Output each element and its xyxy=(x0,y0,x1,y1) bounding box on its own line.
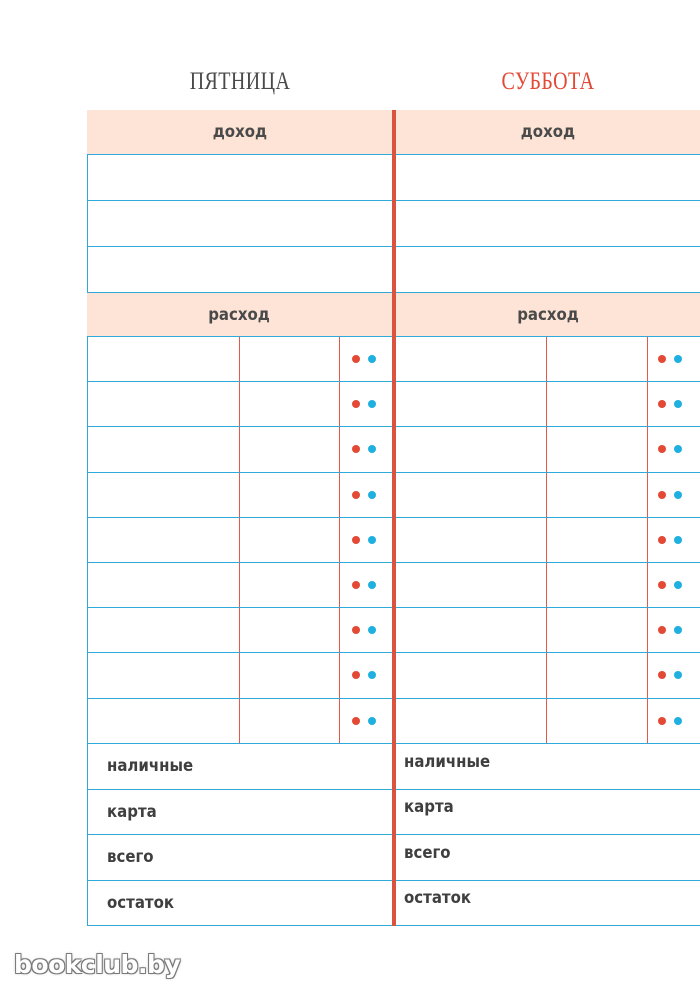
cash-dot-icon[interactable] xyxy=(658,491,666,499)
friday-table xyxy=(87,110,392,926)
cash-dot-icon[interactable] xyxy=(658,626,666,634)
income-row[interactable] xyxy=(87,155,392,201)
column-divider xyxy=(239,653,240,697)
expense-row[interactable] xyxy=(87,563,392,608)
column-divider xyxy=(647,518,648,562)
expense-row[interactable] xyxy=(87,337,392,382)
day-title-friday: ПЯТНИЦА xyxy=(189,68,291,95)
expense-header-label: расход xyxy=(517,304,579,325)
summary-row-2[interactable] xyxy=(87,835,392,881)
card-dot-icon[interactable] xyxy=(674,626,682,634)
column-divider xyxy=(339,337,340,381)
payment-type-dots[interactable] xyxy=(658,518,682,562)
column-divider xyxy=(339,563,340,607)
payment-type-dots[interactable] xyxy=(352,608,376,652)
summary-label: всего xyxy=(404,842,451,863)
cash-dot-icon[interactable] xyxy=(352,400,360,408)
column-divider xyxy=(647,382,648,426)
column-divider xyxy=(546,563,547,607)
income-header xyxy=(396,110,700,155)
day-title-saturday: СУББОТА xyxy=(501,68,595,95)
expense-row[interactable] xyxy=(396,563,700,608)
payment-type-dots[interactable] xyxy=(352,382,376,426)
expense-row[interactable] xyxy=(87,518,392,563)
cash-dot-icon[interactable] xyxy=(352,626,360,634)
summary-label: карта xyxy=(107,801,157,822)
payment-type-dots[interactable] xyxy=(658,337,682,381)
payment-type-dots[interactable] xyxy=(658,427,682,471)
summary-label: остаток xyxy=(107,892,175,913)
card-dot-icon[interactable] xyxy=(368,355,376,363)
cash-dot-icon[interactable] xyxy=(658,400,666,408)
cash-dot-icon[interactable] xyxy=(658,717,666,725)
cash-dot-icon[interactable] xyxy=(352,445,360,453)
column-divider xyxy=(546,518,547,562)
summary-row-3[interactable] xyxy=(87,881,392,927)
summary-label: наличные xyxy=(404,751,491,772)
cash-dot-icon[interactable] xyxy=(352,536,360,544)
card-dot-icon[interactable] xyxy=(674,445,682,453)
expense-row[interactable] xyxy=(87,653,392,698)
cash-dot-icon[interactable] xyxy=(352,671,360,679)
income-row[interactable] xyxy=(87,247,392,293)
column-divider xyxy=(647,337,648,381)
column-divider xyxy=(647,563,648,607)
cash-dot-icon[interactable] xyxy=(352,491,360,499)
expense-row[interactable] xyxy=(396,653,700,698)
cash-dot-icon[interactable] xyxy=(658,581,666,589)
column-divider xyxy=(546,382,547,426)
cash-dot-icon[interactable] xyxy=(658,445,666,453)
income-row[interactable] xyxy=(396,155,700,201)
expense-row[interactable] xyxy=(396,382,700,427)
card-dot-icon[interactable] xyxy=(674,355,682,363)
payment-type-dots[interactable] xyxy=(352,473,376,517)
summary-row-0[interactable] xyxy=(87,744,392,790)
card-dot-icon[interactable] xyxy=(368,400,376,408)
column-divider xyxy=(339,382,340,426)
expense-header xyxy=(87,293,392,337)
column-divider xyxy=(546,427,547,471)
expense-row[interactable] xyxy=(87,699,392,744)
card-dot-icon[interactable] xyxy=(674,717,682,725)
expense-row[interactable] xyxy=(87,473,392,518)
card-dot-icon[interactable] xyxy=(368,536,376,544)
payment-type-dots[interactable] xyxy=(352,427,376,471)
column-divider xyxy=(339,473,340,517)
column-divider xyxy=(239,427,240,471)
card-dot-icon[interactable] xyxy=(674,536,682,544)
payment-type-dots[interactable] xyxy=(658,653,682,697)
summary-label: карта xyxy=(404,797,454,818)
income-header-label: доход xyxy=(212,122,267,142)
column-divider xyxy=(339,518,340,562)
summary-row-3[interactable] xyxy=(396,881,700,927)
card-dot-icon[interactable] xyxy=(674,671,682,679)
card-dot-icon[interactable] xyxy=(674,400,682,408)
column-divider xyxy=(546,699,547,743)
expense-row[interactable] xyxy=(396,473,700,518)
page-spine-divider xyxy=(392,110,396,926)
expense-row[interactable] xyxy=(87,608,392,653)
payment-type-dots[interactable] xyxy=(658,563,682,607)
expense-header-label: расход xyxy=(208,304,271,325)
expense-header xyxy=(396,293,700,337)
column-divider xyxy=(647,427,648,471)
expense-row[interactable] xyxy=(396,518,700,563)
payment-type-dots[interactable] xyxy=(658,382,682,426)
expense-row[interactable] xyxy=(87,427,392,472)
column-divider xyxy=(546,653,547,697)
card-dot-icon[interactable] xyxy=(368,671,376,679)
income-row[interactable] xyxy=(396,247,700,293)
cash-dot-icon[interactable] xyxy=(352,581,360,589)
summary-label: остаток xyxy=(404,888,472,909)
column-divider xyxy=(239,382,240,426)
payment-type-dots[interactable] xyxy=(352,518,376,562)
column-divider xyxy=(239,563,240,607)
card-dot-icon[interactable] xyxy=(368,581,376,589)
card-dot-icon[interactable] xyxy=(674,491,682,499)
saturday-table xyxy=(396,110,700,926)
card-dot-icon[interactable] xyxy=(368,445,376,453)
card-dot-icon[interactable] xyxy=(368,491,376,499)
card-dot-icon[interactable] xyxy=(674,581,682,589)
column-divider xyxy=(339,653,340,697)
payment-type-dots[interactable] xyxy=(658,473,682,517)
cash-dot-icon[interactable] xyxy=(658,671,666,679)
income-header-label: доход xyxy=(520,122,576,142)
summary-row-1[interactable] xyxy=(87,790,392,836)
watermark-logo: bookclub.by xyxy=(14,950,181,979)
cash-dot-icon[interactable] xyxy=(352,355,360,363)
expense-row[interactable] xyxy=(396,427,700,472)
column-divider xyxy=(339,608,340,652)
income-header xyxy=(87,110,392,155)
column-divider xyxy=(239,473,240,517)
column-divider xyxy=(647,608,648,652)
column-divider xyxy=(239,608,240,652)
column-divider xyxy=(239,518,240,562)
payment-type-dots[interactable] xyxy=(352,563,376,607)
payment-type-dots[interactable] xyxy=(658,608,682,652)
column-divider xyxy=(546,608,547,652)
expense-row[interactable] xyxy=(87,382,392,427)
payment-type-dots[interactable] xyxy=(658,699,682,743)
column-divider xyxy=(339,427,340,471)
cash-dot-icon[interactable] xyxy=(658,536,666,544)
payment-type-dots[interactable] xyxy=(352,337,376,381)
payment-type-dots[interactable] xyxy=(352,699,376,743)
column-divider xyxy=(647,699,648,743)
cash-dot-icon[interactable] xyxy=(352,717,360,725)
summary-label: наличные xyxy=(107,756,194,777)
column-divider xyxy=(546,337,547,381)
expense-row[interactable] xyxy=(396,608,700,653)
income-row[interactable] xyxy=(87,201,392,247)
payment-type-dots[interactable] xyxy=(352,653,376,697)
column-divider xyxy=(239,699,240,743)
expense-row[interactable] xyxy=(396,337,700,382)
summary-label: всего xyxy=(107,847,154,868)
column-divider xyxy=(239,337,240,381)
column-divider xyxy=(647,473,648,517)
column-divider xyxy=(339,699,340,743)
column-divider xyxy=(647,653,648,697)
column-divider xyxy=(546,473,547,517)
card-dot-icon[interactable] xyxy=(368,626,376,634)
income-row[interactable] xyxy=(396,201,700,247)
card-dot-icon[interactable] xyxy=(368,717,376,725)
cash-dot-icon[interactable] xyxy=(658,355,666,363)
